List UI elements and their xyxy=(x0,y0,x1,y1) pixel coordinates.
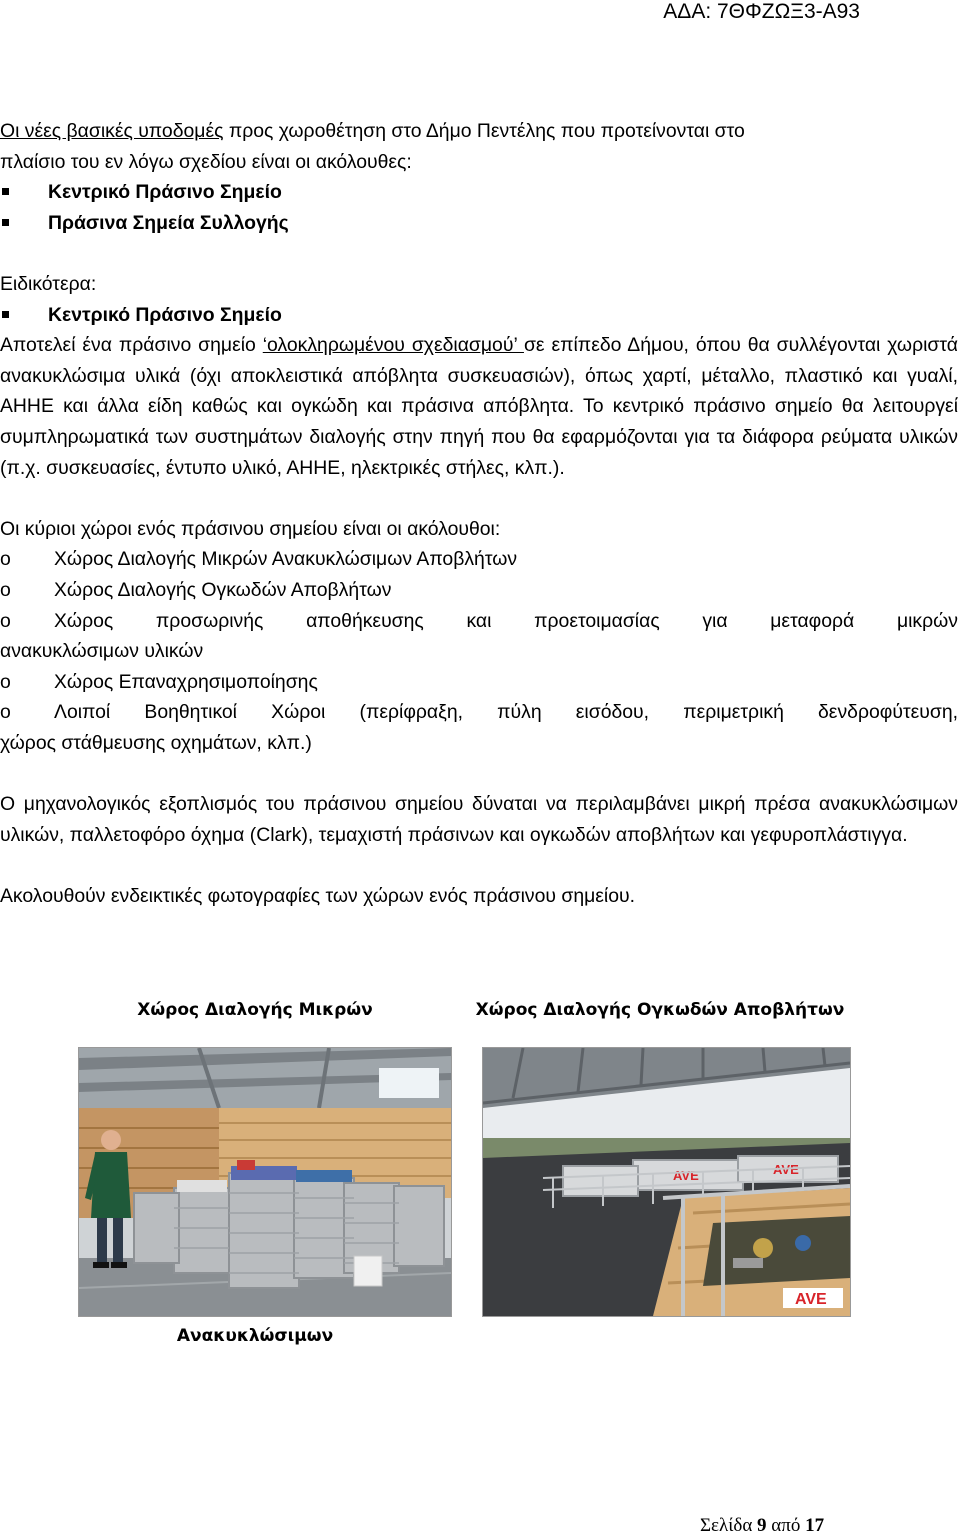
document-body xyxy=(0,116,958,911)
photos-intro: Ακολουθούν ενδεικτικές φωτογραφίες των χώρων ενός πράσινου σημείου. xyxy=(0,884,636,907)
ave-label: AVE xyxy=(673,1168,699,1183)
bulky-waste-photo xyxy=(482,1047,851,1317)
list-item: o Λοιποί Βοηθητικοί Χώροι (περίφραξη, πύλη εισόδου, περιμετρική δενδροφύτευση, xyxy=(0,697,958,728)
central-underlined: ‘ολοκληρωμένου σχεδιασμού’ xyxy=(262,334,524,357)
list-item-continuation: ανακυκλώσιμων υλικών xyxy=(0,640,204,663)
list-item-continuation: χώρος στάθμευσης οχημάτων, κλπ.) xyxy=(0,731,312,754)
list-item: o Χώρος Διαλογής Μικρών Ανακυκλώσιμων Αποβλήτων xyxy=(0,544,958,575)
central-heading xyxy=(0,300,958,331)
left-photo-caption-continued: Ανακυκλώσιμων xyxy=(176,1326,334,1346)
specifically-label: Ειδικότερα: xyxy=(0,272,97,295)
list-item: o Χώρος προσωρινής αποθήκευσης και προετοιμασίας για μεταφορά μικρών xyxy=(0,606,958,637)
square-bullet-icon xyxy=(2,219,9,226)
bulky-waste-illustration xyxy=(483,1048,850,1316)
infrastructure-item xyxy=(0,208,958,239)
intro-underlined: Οι νέες βασικές υποδομές xyxy=(0,120,224,142)
square-bullet-icon xyxy=(2,188,9,195)
page-number: 9 xyxy=(757,1515,767,1536)
central-heading-text: Κεντρικό Πράσινο Σημείο xyxy=(48,303,282,326)
list-item: o Χώρος Επαναχρησιμοποίησης xyxy=(0,667,958,698)
square-bullet-icon xyxy=(2,311,9,318)
ave-label: AVE xyxy=(773,1162,799,1177)
right-photo-caption: Χώρος Διαλογής Ογκωδών Αποβλήτων xyxy=(475,1000,845,1020)
small-recyclables-photo xyxy=(78,1047,452,1317)
circle-bullet-icon: o xyxy=(0,701,11,724)
list-item: o Χώρος Διαλογής Ογκωδών Αποβλήτων xyxy=(0,575,958,606)
infrastructure-label: Πράσινα Σημεία Συλλογής xyxy=(48,211,289,234)
small-recyclables-illustration xyxy=(79,1048,451,1316)
circle-bullet-icon: o xyxy=(0,548,11,571)
infrastructure-label: Κεντρικό Πράσινο Σημείο xyxy=(48,181,282,204)
intro-rest: προς χωροθέτηση στο Δήμο Πεντέλης που προτείνονται στο xyxy=(223,120,745,142)
spaces-list xyxy=(0,544,958,758)
circle-bullet-icon: o xyxy=(0,578,11,601)
central-paragraph: Αποτελεί ένα πράσινο σημείο ‘ολοκληρωμένου σχεδιασμού’ σε επίπεδο Δήμου, όπου θα συλλέγονται χωριστά ανακυκλώσιμα υλικά (όχι αποκλειστικά απόβλητα συσκευασιών), όπως χαρτί, μέταλλο, πλαστικό και γυαλί, ΑΗΗΕ και άλλα είδη καθώς και ογκώδη και πράσινα απόβλητα. Το κεντρικό πράσινο σημείο θα λειτουργεί συμπληρωματικά των συστημάτων διαλογής στην πηγή που θα εφαρμόζονται για τα διάφορα ρεύματα υλικών (π.χ. συσκευασίες, έντυπο υλικό, ΑΗΗΕ, ηλεκτρικές στήλες, κλπ.). xyxy=(0,334,958,479)
document-id: ΑΔΑ: 7ΘΦΖΩΞ3-Α93 xyxy=(663,0,860,23)
page-footer: Σελίδα 9 από 17 xyxy=(700,1515,825,1536)
intro-paragraph xyxy=(0,116,958,177)
page-total: 17 xyxy=(805,1515,825,1536)
circle-bullet-icon: o xyxy=(0,609,11,632)
intro-line2: πλαίσιο του εν λόγω σχεδίου είναι οι ακόλουθες: xyxy=(0,150,412,173)
left-photo-caption: Χώρος Διαλογής Μικρών xyxy=(137,1000,373,1020)
spaces-intro: Οι κύριοι χώροι ενός πράσινου σημείου είναι οι ακόλουθοι: xyxy=(0,517,501,540)
ave-label: AVE xyxy=(795,1291,827,1308)
infrastructure-item xyxy=(0,177,958,208)
equipment-paragraph: Ο μηχανολογικός εξοπλισμός του πράσινου σημείου δύναται να περιλαμβάνει μικρή πρέσα ανακυκλώσιμων υλικών, παλλετοφόρο όχημα (Clark), τεμαχιστή πράσινων και ογκωδών αποβλήτων και γεφυροπλάστιγγα. xyxy=(0,793,958,846)
circle-bullet-icon: o xyxy=(0,670,11,693)
